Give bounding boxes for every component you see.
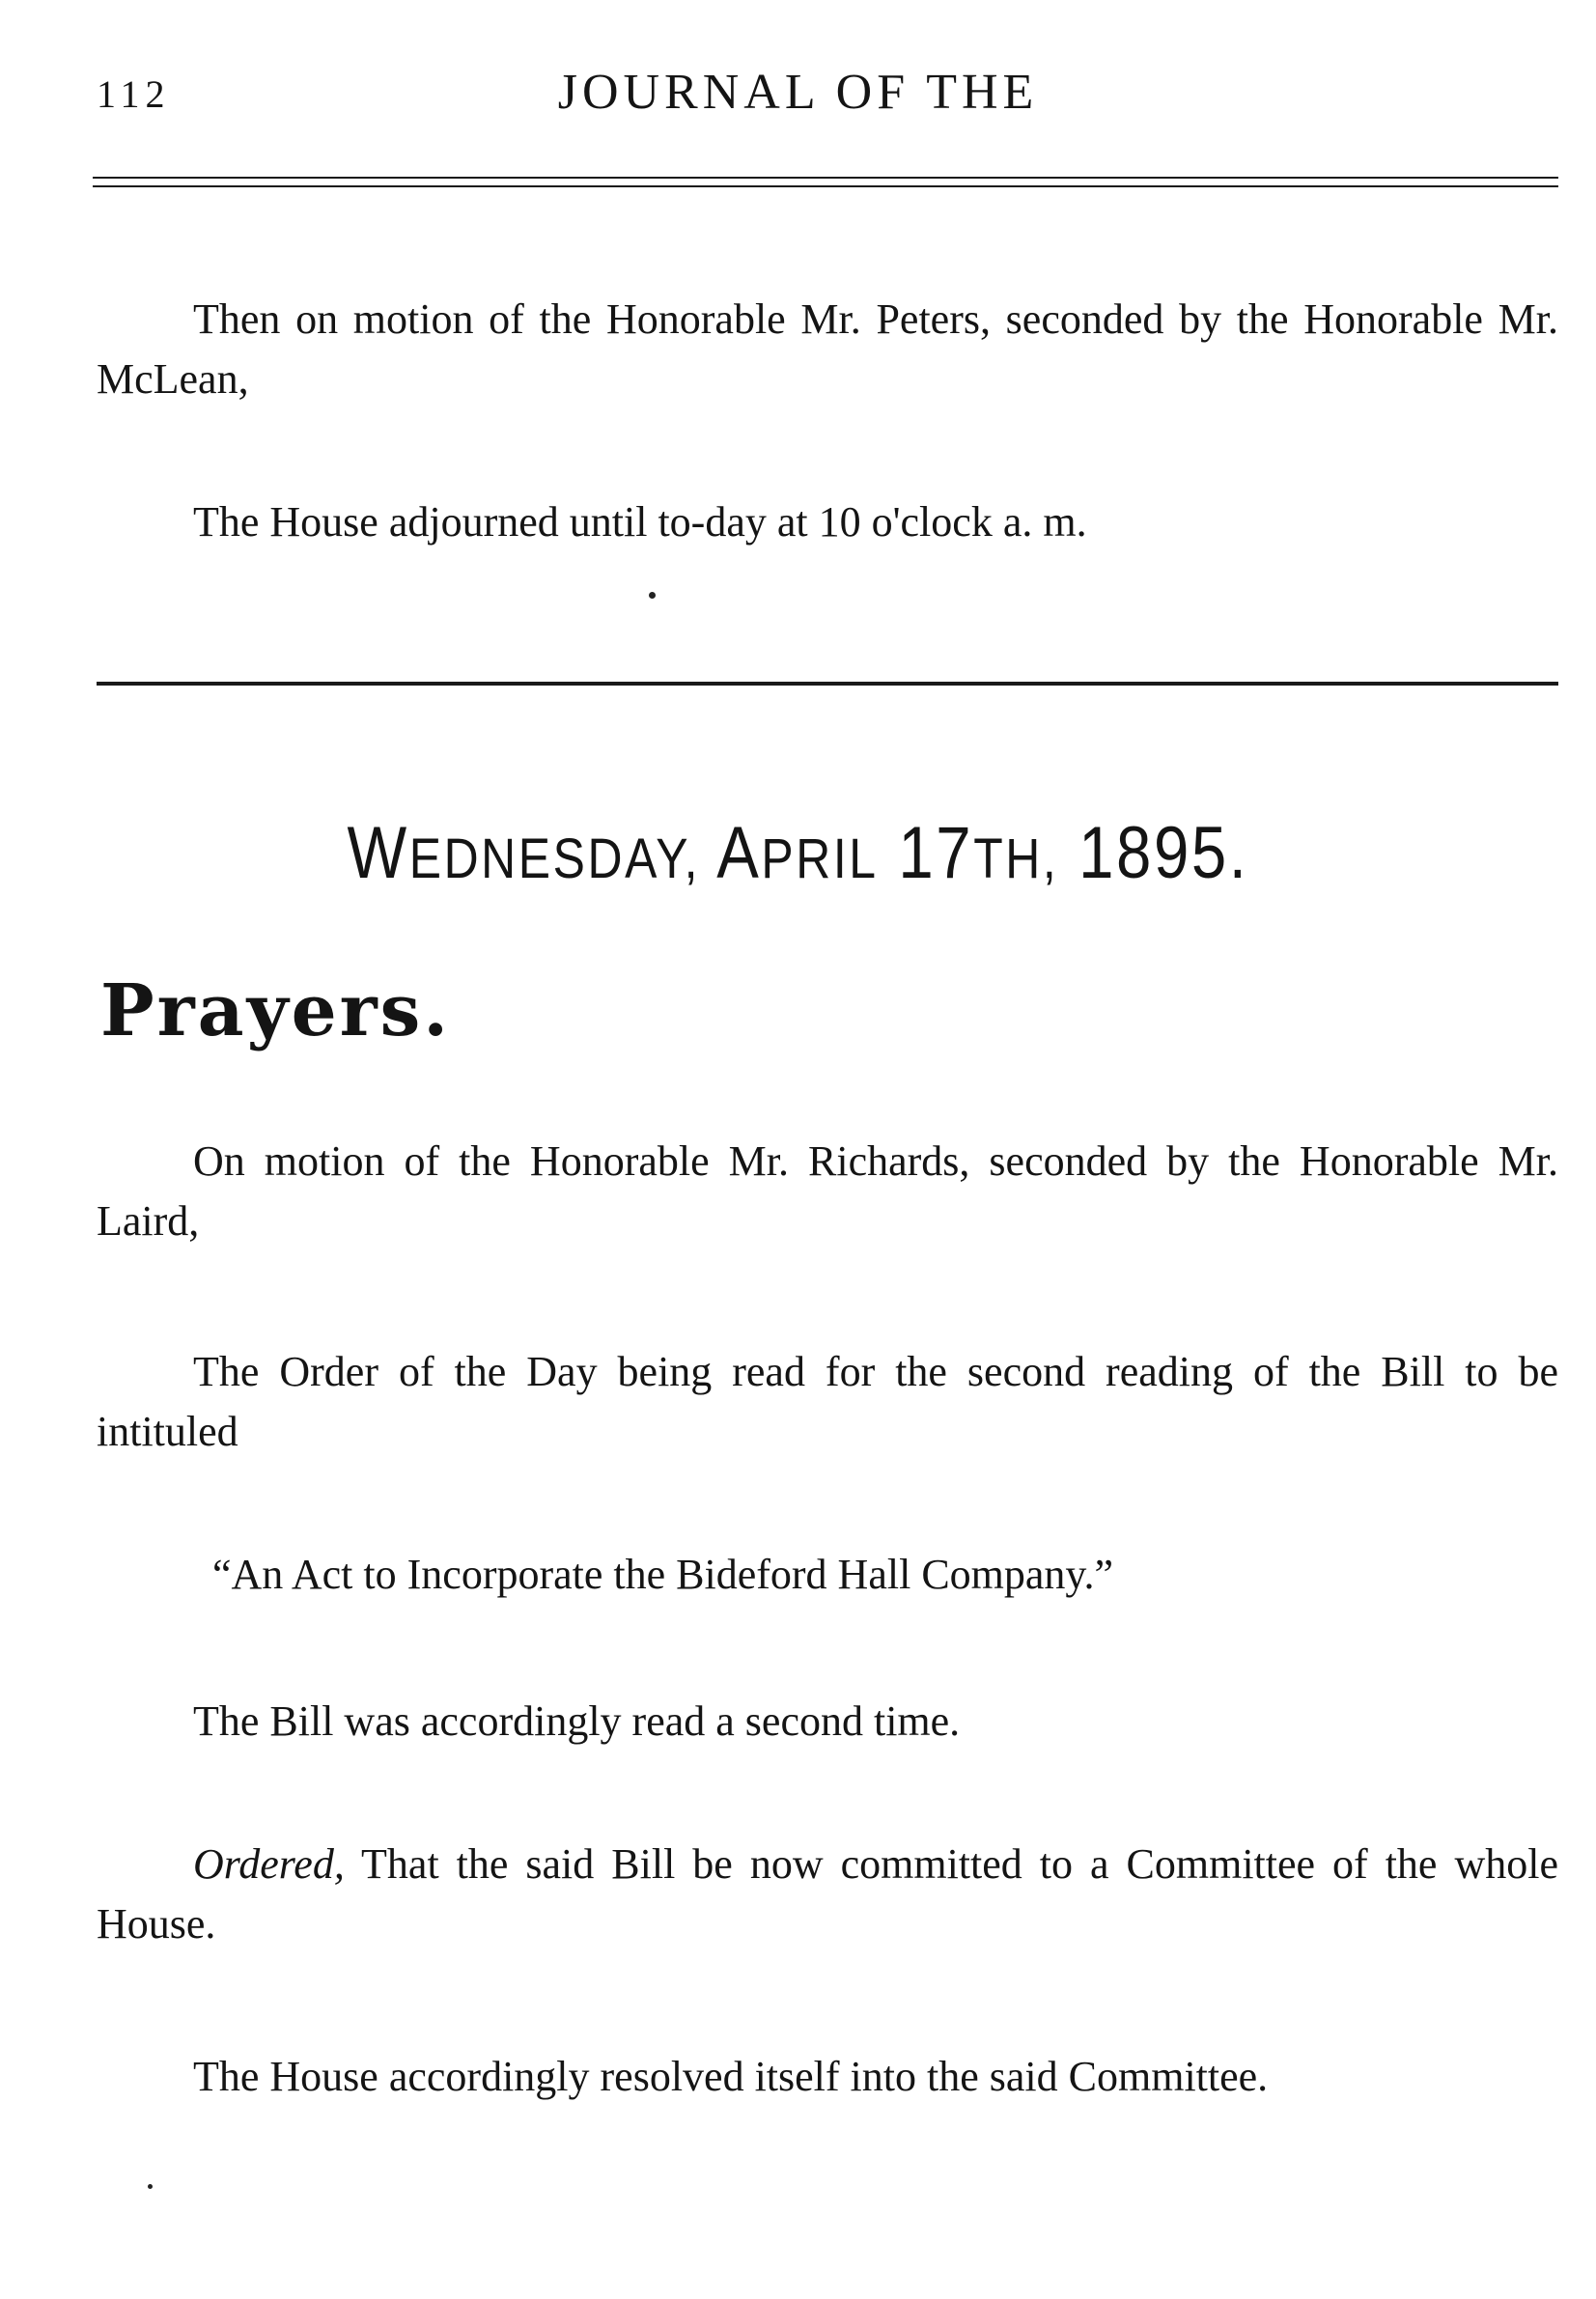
section-divider-rule <box>97 682 1558 686</box>
paragraph-text: On motion of the Honorable Mr. Richards, seconded by the Honorable Mr. Laird, <box>97 1137 1558 1245</box>
date-heading-month: PRIL <box>761 827 879 890</box>
paragraph-second-reading: The Bill was accordingly read a second time. <box>193 1697 961 1745</box>
running-head: JOURNAL OF THE <box>557 65 1039 120</box>
paragraph-resolved-committee: The House accordingly resolved itself into the said Committee. <box>193 2053 1269 2100</box>
paragraph-motion-peters <box>97 290 1558 409</box>
paragraph-order-of-day <box>97 1342 1558 1462</box>
paragraph-ordered <box>97 1835 1558 1954</box>
page-number: 112 <box>97 72 171 116</box>
date-heading-initial: A <box>716 812 762 894</box>
paragraph-text: The Order of the Day being read for the second reading of the Bill to be intituled <box>97 1348 1558 1455</box>
date-heading-day: 17 <box>898 812 974 894</box>
paragraph-adjourned: The House adjourned until to-day at 10 o'clock a. m. <box>193 498 1087 546</box>
header-rule-bottom <box>93 185 1558 187</box>
header-rule-top <box>93 177 1558 179</box>
date-heading <box>112 811 1485 895</box>
ordered-italic: Ordered, <box>193 1840 345 1888</box>
ink-speck <box>148 2184 153 2189</box>
paragraph-text: That the said Bill be now committed to a Committee of the whole House. <box>97 1840 1558 1948</box>
date-heading-weekday: EDNESDAY, <box>408 827 701 890</box>
paragraph-motion-richards <box>97 1132 1558 1251</box>
date-heading-ordinal: TH, <box>973 827 1059 890</box>
date-heading-initial: W <box>347 812 409 894</box>
ink-speck <box>649 592 656 599</box>
date-heading-year: 1895. <box>1078 812 1249 894</box>
paragraph-bill-title: “An Act to Incorporate the Bideford Hall Company.” <box>212 1551 1114 1598</box>
section-heading-prayers: Prayers. <box>100 969 452 1052</box>
paragraph-text: Then on motion of the Honorable Mr. Peters, seconded by the Honorable Mr. McLean, <box>97 295 1558 403</box>
